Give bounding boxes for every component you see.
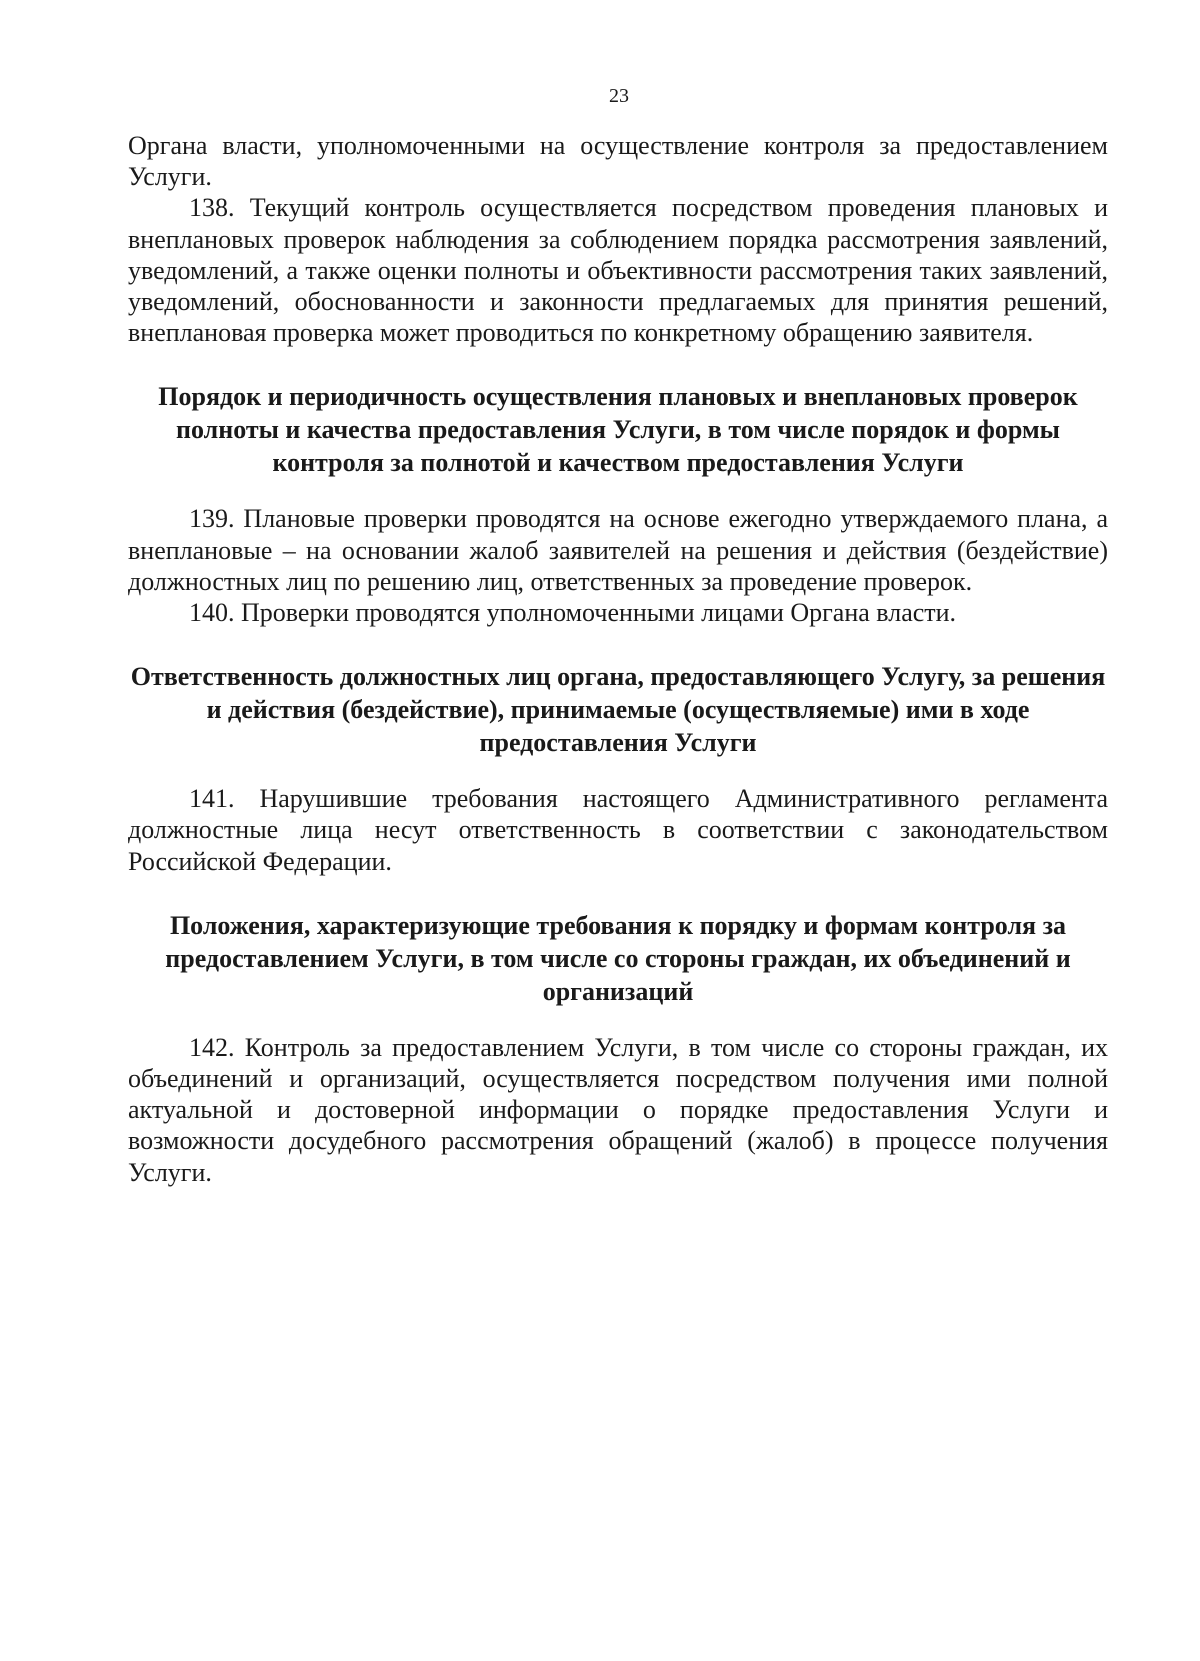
section-heading-responsibility: Ответственность должностных лиц органа, предоставляющего Услугу, за решения и действия (бездействие), принимаемые (осуществляемые) ими в ходе предоставления Услуги xyxy=(130,662,1106,758)
paragraph-140: 140. Проверки проводятся уполномоченными лицами Органа власти. xyxy=(189,598,957,628)
page-number: 23 xyxy=(609,85,629,107)
section-heading-inspections: Порядок и периодичность осуществления плановых и внеплановых проверок полноты и качества предоставления Услуги, в том числе порядок и формы контроля за полнотой и качеством предоставления Услуги xyxy=(158,382,1078,478)
spacer xyxy=(128,1008,1108,1032)
spacer xyxy=(128,348,1108,380)
section-heading-control-provisions: Положения, характеризующие требования к порядку и формам контроля за предоставлением Услуги, в том числе со стороны граждан, их объединений и организаций xyxy=(165,910,1071,1006)
spacer xyxy=(128,628,1108,660)
paragraph-138: 138. Текущий контроль осуществляется посредством проведения плановых и внеплановых проверок наблюдения за соблюдением порядка рассмотрения заявлений, уведомлений, а также оценки полноты и объективности рассмотрения таких заявлений, уведомлений, обоснованности и законности предлагаемых для принятия решений, внеплановая проверка может проводиться по конкретному обращению заявителя. xyxy=(128,193,1108,348)
spacer xyxy=(128,479,1108,503)
document-body xyxy=(128,130,1108,1188)
spacer xyxy=(128,877,1108,909)
paragraph-141: 141. Нарушившие требования настоящего Административного регламента должностные лица несут ответственность в соответствии с законодательством Российской Федерации. xyxy=(128,784,1108,876)
paragraph-139: 139. Плановые проверки проводятся на основе ежегодно утверждаемого плана, а внеплановые – на основании жалоб заявителей на решения и действия (бездействие) должностных лиц по решению лиц, ответственных за проведение проверок. xyxy=(128,504,1108,596)
paragraph-continuation: Органа власти, уполномоченными на осуществление контроля за предоставлением Услуги. xyxy=(128,131,1108,192)
spacer xyxy=(128,759,1108,783)
paragraph-142: 142. Контроль за предоставлением Услуги, в том числе со стороны граждан, их объединений и организаций, осуществляется посредством получения ими полной актуальной и достоверной информации о порядке предоставления Услуги и возможности досудебного рассмотрения обращений (жалоб) в процессе получения Услуги. xyxy=(128,1032,1108,1187)
